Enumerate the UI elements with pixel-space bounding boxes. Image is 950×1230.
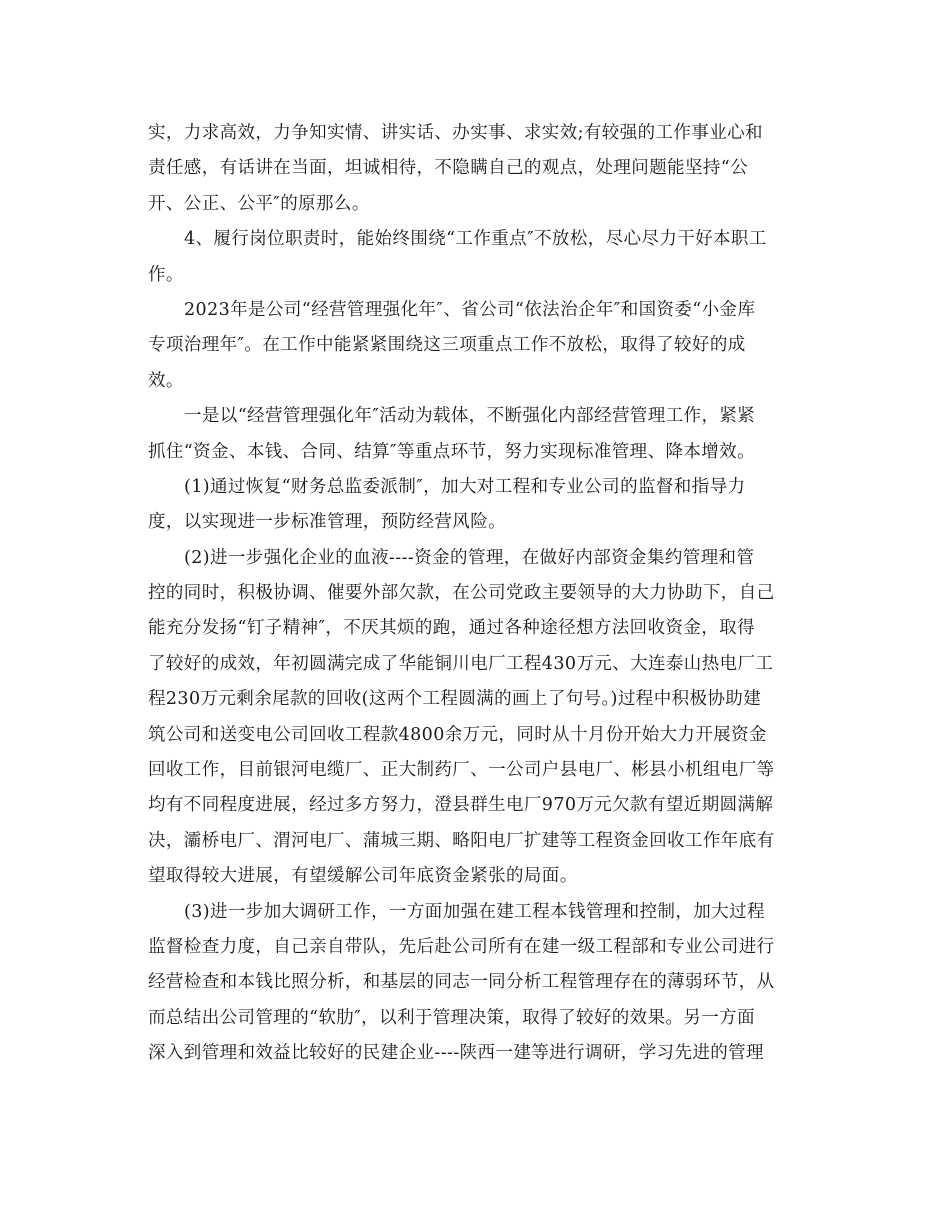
text-line: 抓住“资金、本钱、合同、结算″等重点环节，努力实现标准管理、降本增效。: [148, 441, 755, 462]
text-line: 深入到管理和效益比较好的民建企业----陕西一建等进行调研，学习先进的管理: [148, 1043, 764, 1064]
paragraph-first-line: 2023年是公司“经营管理强化年″、省公司“依法治企年″和国资委“小金库: [184, 299, 756, 320]
text-line: 均有不同程度进展，经过多方努力，澄县群生电厂970万元欠款有望近期圆满解: [148, 795, 774, 816]
text-line: 效。: [148, 370, 184, 391]
text-line: 经营检查和本钱比照分析，和基层的同志一同分析工程管理存在的薄弱环节，从: [148, 972, 775, 993]
text-line: 筑公司和送变电公司回收工程款4800余万元，同时从十月份开始大力开展资金: [148, 724, 767, 745]
text-line: 了较好的成效，年初圆满完成了华能铜川电厂工程430万元、大连泰山热电厂工: [148, 653, 774, 674]
paragraph-first-line: (2)进一步强化企业的血液----资金的管理，在做好内部资金集约管理和管: [184, 547, 755, 568]
paragraph-first-line: 一是以“经营管理强化年″活动为载体，不断强化内部经营管理工作，紧紧: [184, 406, 756, 427]
text-line: 能充分发扬“钉子精神″，不厌其烦的跑，通过各种途径想方法回收资金，取得: [148, 618, 755, 639]
text-line: 责任感，有话讲在当面，坦诚相待，不隐瞒自己的观点，处理问题能坚持“公: [148, 158, 749, 179]
text-line: 实，力求高效，力争知实情、讲实话、办实事、求实效;有较强的工作事业心和: [148, 123, 763, 143]
paragraph-first-line: (1)通过恢复“财务总监委派制″，加大对工程和专业公司的监督和指导力: [184, 476, 746, 497]
paragraph-first-line: 4、履行岗位职责时，能始终围绕“工作重点″不放松，尽心尽力干好本职工: [184, 229, 767, 250]
text-line: 回收工作，目前银河电缆厂、正大制药厂、一公司户县电厂、彬县小机组电厂等: [148, 760, 775, 781]
text-line: 监督检查力度，自己亲自带队，先后赴公司所有在建一级工程部和专业公司进行: [148, 936, 775, 957]
text-line: 开、公正、公平″的原那么。: [148, 193, 370, 214]
text-line: 望取得较大进展，有望缓解公司年底资金紧张的局面。: [148, 866, 578, 887]
text-line: 作。: [148, 264, 184, 285]
paragraph-first-line: (3)进一步加大调研工作，一方面加强在建工程本钱管理和控制，加大过程: [184, 901, 765, 922]
text-line: 专项治理年″。在工作中能紧紧围绕这三项重点工作不放松，取得了较好的成: [148, 335, 746, 356]
text-line: 而总结出公司管理的“软肋″，以利于管理决策，取得了较好的效果。另一方面: [148, 1007, 755, 1028]
document-body: [148, 116, 800, 1072]
text-line: 控的同时，积极协调、催要外部欠款，在公司党政主要领导的大力协助下，自己: [148, 583, 775, 604]
text-line: 决，灞桥电厂、渭河电厂、蒲城三期、略阳电厂扩建等工程资金回收工作年底有: [148, 830, 775, 851]
text-line: 程230万元剩余尾款的回收(这两个工程圆满的画上了句号。)过程中积极协助建: [148, 689, 762, 710]
text-line: 度，以实现进一步标准管理，预防经营风险。: [148, 512, 506, 533]
